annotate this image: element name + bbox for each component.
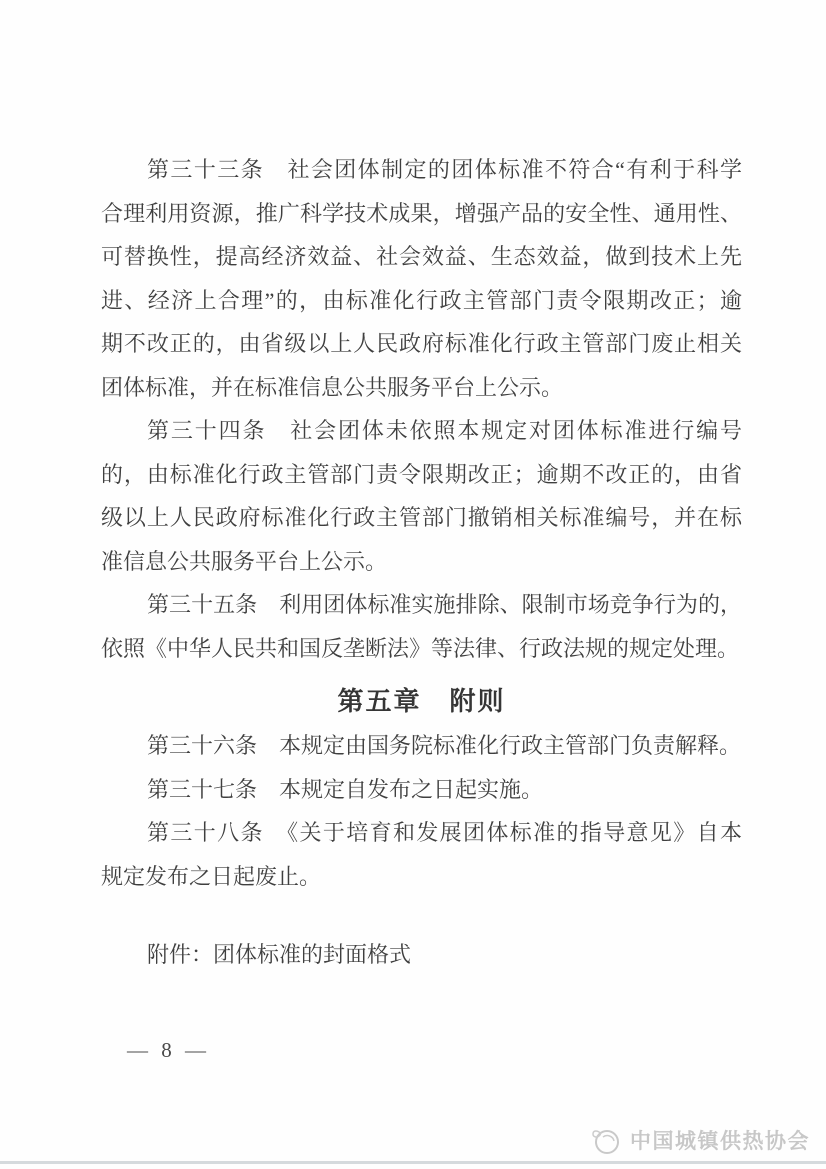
page-number: — 8 — xyxy=(127,1038,210,1062)
text-line: 合理利用资源，推广科学技术成果，增强产品的安全性、通用性、 xyxy=(101,200,742,226)
text-line: 期不改正的，由省级以上人民政府标准化行政主管部门废止相关 xyxy=(101,331,742,356)
heating-association-logo-icon xyxy=(589,1123,623,1157)
chapter-heading: 第五章 附则 xyxy=(337,687,506,716)
text-line: 第三十七条 本规定自发布之日起实施。 xyxy=(147,776,544,802)
article-33 xyxy=(101,148,742,409)
text-line: 规定发布之日起废止。 xyxy=(101,863,322,889)
text-line: 第三十八条 《关于培育和发展团体标准的指导意见》自本 xyxy=(147,820,742,845)
article-36 xyxy=(101,724,742,768)
article-38 xyxy=(101,811,742,898)
text-line: 级以上人民政府标准化行政主管部门撤销相关标准编号，并在标 xyxy=(101,505,742,530)
article-34 xyxy=(101,409,742,583)
text-line: 第三十六条 本规定由国务院标准化行政主管部门负责解释。 xyxy=(147,733,742,758)
text-line: 进、经济上合理”的，由标准化行政主管部门责令限期改正；逾 xyxy=(101,287,742,313)
article-35 xyxy=(101,583,742,670)
text-line: 的，由标准化行政主管部门责令限期改正；逾期不改正的，由省 xyxy=(101,461,742,487)
text-line: 第三十四条 社会团体未依照本规定对团体标准进行编号 xyxy=(147,418,742,443)
text-line: 依照《中华人民共和国反垄断法》等法律、行政法规的规定处理。 xyxy=(101,635,740,661)
text-line: 准信息公共服务平台上公示。 xyxy=(101,548,388,574)
text-line: 附件：团体标准的封面格式 xyxy=(147,942,412,967)
text-line: 团体标准，并在标准信息公共服务平台上公示。 xyxy=(101,374,564,400)
footer xyxy=(589,1123,810,1157)
attachment-note xyxy=(101,933,742,977)
footer-org-name: 中国城镇供热协会 xyxy=(630,1130,810,1153)
text-line: 第三十五条 利用团体标准实施排除、限制市场竞争行为的， xyxy=(147,592,742,617)
bottom-divider xyxy=(0,1161,826,1164)
article-37 xyxy=(101,768,742,812)
text-line: 可替换性，提高经济效益、社会效益、生态效益，做到技术上先 xyxy=(101,244,742,269)
text-line: 第三十三条 社会团体制定的团体标准不符合“有利于科学 xyxy=(147,157,742,182)
document-body xyxy=(101,148,742,977)
